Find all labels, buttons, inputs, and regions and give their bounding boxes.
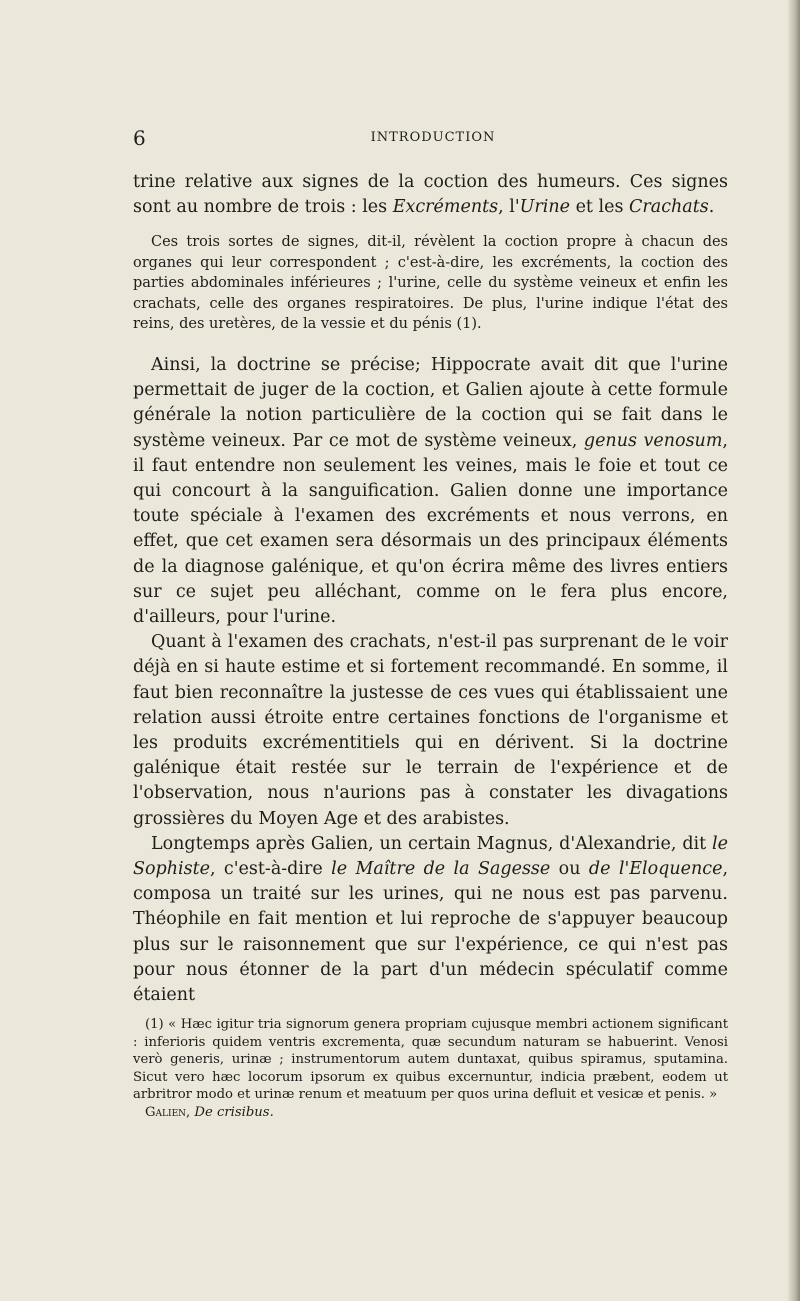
emphasis-crachats: Crachats: [629, 197, 709, 218]
emphasis-urine: Urine: [519, 197, 570, 218]
footnotes: [133, 1016, 728, 1121]
footnote-work: De crisibus.: [194, 1104, 274, 1120]
page-edge: [788, 0, 800, 1301]
lead-paragraph: trine relative aux signes de la coction des humeurs. Ces signes sont au nombre de trois : les Excréments, l'Urine et les Crachats.: [133, 172, 728, 218]
page-header: [133, 126, 733, 150]
main-text: [133, 170, 728, 1008]
emphasis-excrements: Excréments: [392, 197, 499, 218]
footnote-author: Galien: [145, 1104, 187, 1120]
paragraph-2: Quant à l'examen des crachats, n'est-il pas surprenant de le voir déjà en si haute estime et si fortement recommandé. En somme, il faut bien reconnaître la justesse de ces vues qui établissaient une relation aussi étroite entre certaines fonctions de l'organisme et les produits excrémentitiels qui en dérivent. Si la doctrine galénique était restée sur le terrain de l'expérience et de l'observation, nous n'aurions pas à constater les divagations grossières du Moyen Age et des arabistes.: [133, 632, 728, 829]
paragraph-3: Longtemps après Galien, un certain Magnus, d'Alexandrie, dit le Sophiste, c'est-à-dire le Maître de la Sagesse ou de l'Eloquence, composa un traité sur les urines, qui ne nous est pas parvenu. Théophile en fait mention et lui reproche de s'appuyer beaucoup plus sur le raisonnement que sur l'expérience, ce qui n'est pas pour nous étonner de la part d'un médecin spéculatif comme étaient: [133, 833, 729, 1005]
emphasis-le-sophiste: le Sophiste: [133, 833, 728, 879]
running-head: INTRODUCTION: [370, 130, 496, 145]
footnote-1: (1) « Hæc igitur tria signorum genera propriam cujusque membri actionem significant : inferioris quidem ventris excrementa, quæ secundum naturam se habuerint. Venosi verò generis, urinæ ; instrumentorum autem duntaxat, quibus spiramus, sputamina. Sicut vero hæc locorum ipsorum ex quibus excernuntur, indicia præbent, eodem ut arbritror modo et urinæ renum et meatuum per quos urina defluit et vesicæ et penis. »: [133, 1017, 728, 1102]
page-number: 6: [133, 126, 146, 150]
paragraph-1: Ainsi, la doctrine se précise; Hippocrate avait dit que l'urine permettait de juger de la coction, et Galien ajoute à cette formule générale la notion particulière de la coction qui se fait dans le système veineux. Par ce mot de système veineux, genus venosum, il faut entendre non seulement les veines, mais le foie et tout ce qui concourt à la sanguification. Galien donne une importance toute spéciale à l'examen des excréments et nous verrons, en effet, que cet examen sera désormais un des principaux éléments de la diagnose galénique, et qu'on écrira même des livres entiers sur ce sujet peu alléchant, comme on le fera plus encore, d'ailleurs, pour l'urine.: [133, 354, 728, 627]
emphasis-eloquence: de l'Eloquence: [588, 858, 723, 879]
block-quote: Ces trois sortes de signes, dit-il, révèlent la coction propre à chacun des organes qui leur correspondent ; c'est-à-dire, les excréments, la coction des parties abdominales inférieures ; l'urine, celle du système veineux et enfin les crachats, celle des organes respiratoires. De plus, l'urine indique l'état des reins, des uretères, de la vessie et du pénis (1).: [133, 234, 728, 333]
footnote-attribution: Galien, De crisibus.: [145, 1104, 274, 1120]
emphasis-genus-venosum: genus venosum: [583, 430, 723, 451]
emphasis-maitre-sagesse: le Maître de la Sagesse: [331, 858, 551, 879]
